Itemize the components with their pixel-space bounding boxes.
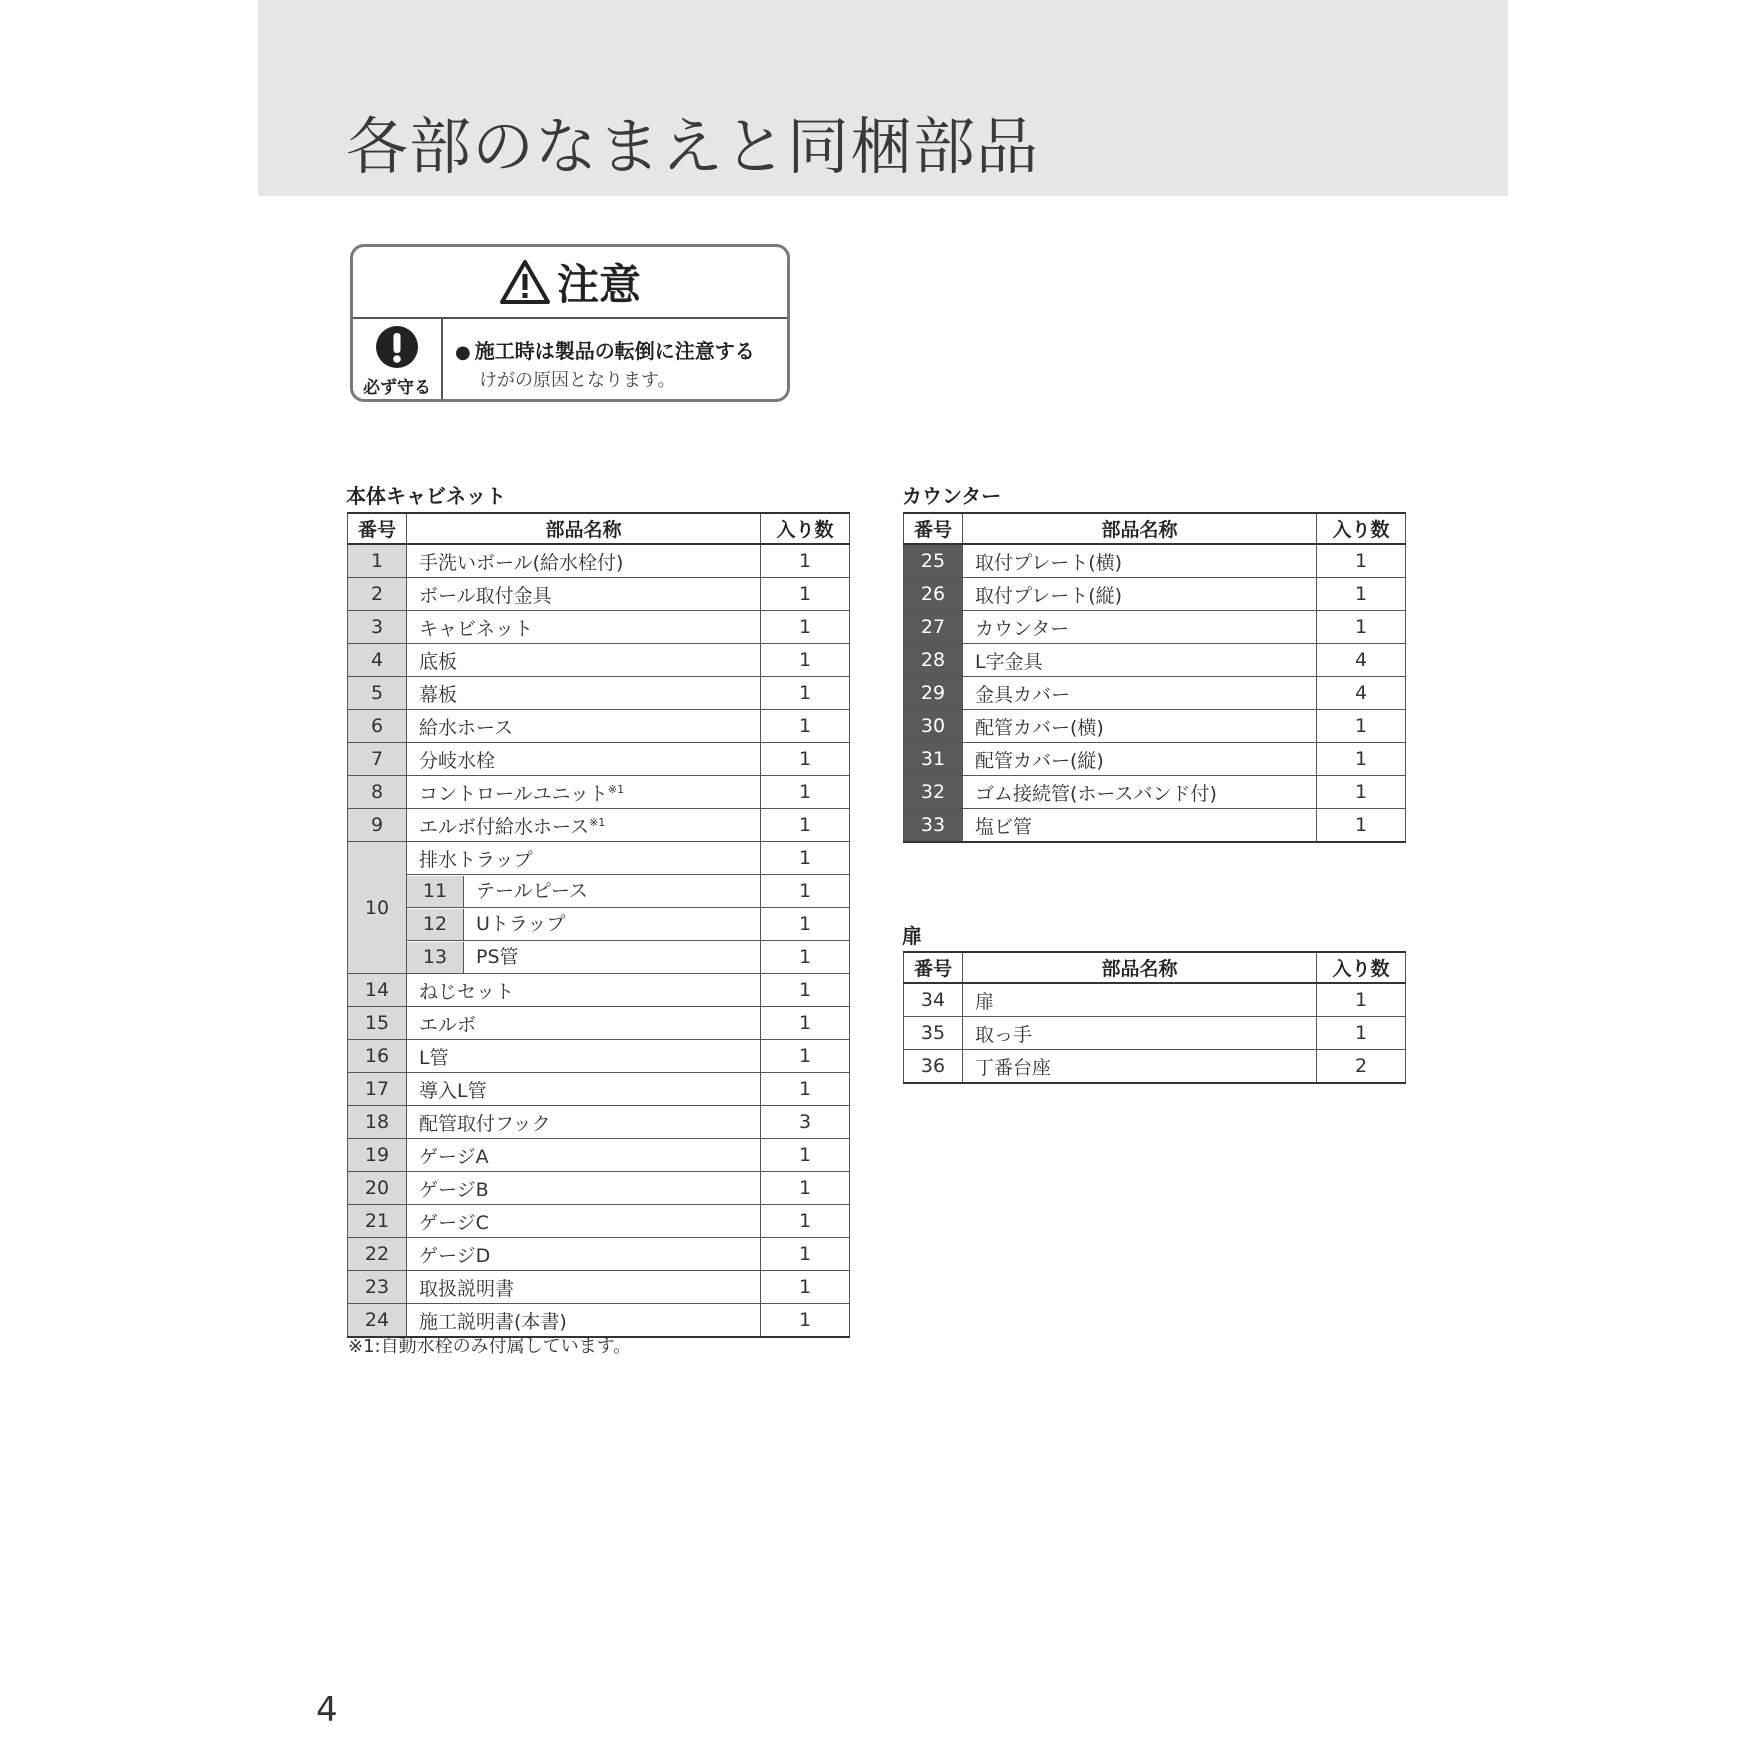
- table-row: [348, 1139, 850, 1172]
- caution-box: [350, 244, 790, 402]
- cabinet-parts-table: [347, 512, 850, 1338]
- table-row: [348, 1238, 850, 1271]
- caution-sub-text: けがの原因となります。: [479, 370, 676, 391]
- part-number: 33: [904, 809, 963, 843]
- part-name: ゲージB: [407, 1172, 761, 1205]
- part-name: ねじセット: [407, 974, 761, 1007]
- table-row: [904, 611, 1406, 644]
- part-number: 14: [348, 974, 407, 1007]
- caution-message: [443, 319, 755, 402]
- counter-parts-table: [903, 512, 1406, 843]
- table-header-row: [904, 513, 1406, 544]
- page-number: 4: [316, 1690, 338, 1730]
- header-band: [258, 0, 1508, 196]
- part-quantity: 1: [1317, 743, 1406, 776]
- part-name: 排水トラップ: [407, 842, 761, 875]
- part-quantity: 4: [1317, 644, 1406, 677]
- part-name-text: コントロールユニット: [419, 782, 608, 805]
- mandatory-label: 必ず守る: [363, 377, 431, 398]
- part-number: 22: [348, 1238, 407, 1271]
- sub-part-number: 12: [407, 909, 464, 940]
- table-row: [904, 578, 1406, 611]
- part-number: 19: [348, 1139, 407, 1172]
- footnote-marker: ※1: [589, 815, 606, 829]
- part-quantity: 1: [761, 1304, 850, 1338]
- part-name: 導入L管: [407, 1073, 761, 1106]
- mandatory-cell: [353, 319, 443, 402]
- col-header-qty: 入り数: [1317, 513, 1406, 544]
- part-name: 扉: [963, 983, 1317, 1017]
- part-quantity: 1: [761, 809, 850, 842]
- caution-body: [353, 319, 787, 402]
- part-number: 30: [904, 710, 963, 743]
- part-name: ゴム接続管(ホースバンド付): [963, 776, 1317, 809]
- part-number: 28: [904, 644, 963, 677]
- part-number: 21: [348, 1205, 407, 1238]
- table-row: [348, 1073, 850, 1106]
- part-name: 配管カバー(縦): [963, 743, 1317, 776]
- table-row: [348, 611, 850, 644]
- table-row: [348, 1172, 850, 1205]
- part-name: 取扱説明書: [407, 1271, 761, 1304]
- part-quantity: 1: [761, 677, 850, 710]
- part-name: 配管カバー(横): [963, 710, 1317, 743]
- bullet-icon: ●: [455, 342, 471, 363]
- part-name: ゲージC: [407, 1205, 761, 1238]
- table-row: [348, 578, 850, 611]
- part-quantity: 1: [761, 1139, 850, 1172]
- part-name: 金具カバー: [963, 677, 1317, 710]
- caution-title: 注意: [556, 260, 641, 309]
- part-number: 3: [348, 611, 407, 644]
- table-subrow: [348, 875, 850, 908]
- part-name: ボール取付金具: [407, 578, 761, 611]
- table-row: [348, 1106, 850, 1139]
- part-name: 給水ホース: [407, 710, 761, 743]
- footnote-marker: ※1: [607, 782, 625, 796]
- part-number: 35: [904, 1017, 963, 1050]
- part-quantity: 1: [1317, 1017, 1406, 1050]
- part-quantity: 1: [1317, 710, 1406, 743]
- part-quantity: 1: [1317, 611, 1406, 644]
- door-parts-table: [903, 951, 1406, 1084]
- part-quantity: 1: [761, 842, 850, 875]
- part-number: 18: [348, 1106, 407, 1139]
- part-name: 分岐水栓: [407, 743, 761, 776]
- page-title: 各部のなまえと同梱部品: [346, 110, 1040, 183]
- table-header-row: [904, 952, 1406, 983]
- caution-main-label: 施工時は製品の転倒に注意する: [474, 339, 755, 363]
- part-name: ゲージA: [407, 1139, 761, 1172]
- table-row: [904, 544, 1406, 578]
- part-number: 5: [348, 677, 407, 710]
- part-quantity: 1: [761, 743, 850, 776]
- part-quantity: 1: [1317, 578, 1406, 611]
- cabinet-section-title: 本体キャビネット: [346, 484, 506, 508]
- table-row: [904, 644, 1406, 677]
- part-name: 取っ手: [963, 1017, 1317, 1050]
- table-row: [348, 1271, 850, 1304]
- part-name: L管: [407, 1040, 761, 1073]
- table-subrow: [348, 941, 850, 974]
- part-quantity: 1: [1317, 544, 1406, 578]
- table-row: [348, 974, 850, 1007]
- part-quantity: 1: [761, 1271, 850, 1304]
- part-number: 15: [348, 1007, 407, 1040]
- col-header-num: 番号: [904, 952, 963, 983]
- part-name: カウンター: [963, 611, 1317, 644]
- door-table-body: [904, 983, 1406, 1083]
- sub-part-name: Uトラップ: [476, 912, 566, 935]
- col-header-name: 部品名称: [963, 952, 1317, 983]
- table-header-row: [348, 513, 850, 544]
- part-name: [407, 776, 761, 809]
- part-number: 31: [904, 743, 963, 776]
- exclamation-circle-icon: [375, 325, 419, 369]
- part-name: 幕板: [407, 677, 761, 710]
- sub-part-cell: [407, 908, 761, 941]
- sub-part-name: PS管: [476, 945, 519, 968]
- part-number: 36: [904, 1050, 963, 1084]
- table-row-group: [348, 842, 850, 875]
- table-row: [904, 983, 1406, 1017]
- part-quantity: 1: [1317, 983, 1406, 1017]
- table-row: [904, 809, 1406, 843]
- part-number: 2: [348, 578, 407, 611]
- part-quantity: 1: [1317, 776, 1406, 809]
- part-name: [407, 809, 761, 842]
- sub-part-number: 11: [407, 876, 464, 907]
- col-header-num: 番号: [904, 513, 963, 544]
- part-name: キャビネット: [407, 611, 761, 644]
- part-quantity: 2: [1317, 1050, 1406, 1084]
- part-name: 丁番台座: [963, 1050, 1317, 1084]
- table-row: [348, 776, 850, 809]
- sub-part-name: テールピース: [476, 879, 588, 902]
- counter-table-body: [904, 544, 1406, 842]
- part-number: 4: [348, 644, 407, 677]
- table-subrow: [348, 908, 850, 941]
- col-header-name: 部品名称: [407, 513, 761, 544]
- table-row: [348, 1040, 850, 1073]
- part-quantity: 1: [761, 875, 850, 908]
- table-row: [348, 644, 850, 677]
- caution-main-text: [455, 335, 755, 364]
- part-quantity: 1: [761, 908, 850, 941]
- sub-part-number: 13: [407, 942, 464, 973]
- part-quantity: 1: [761, 578, 850, 611]
- table-row: [348, 743, 850, 776]
- part-name: ゲージD: [407, 1238, 761, 1271]
- part-number: 6: [348, 710, 407, 743]
- table-row: [904, 710, 1406, 743]
- col-header-qty: 入り数: [761, 513, 850, 544]
- part-number: 27: [904, 611, 963, 644]
- part-quantity: 1: [761, 776, 850, 809]
- part-quantity: 1: [761, 1040, 850, 1073]
- table-row: [348, 710, 850, 743]
- sub-part-cell: [407, 941, 761, 974]
- table-row: [904, 1017, 1406, 1050]
- part-number: 17: [348, 1073, 407, 1106]
- part-quantity: 1: [761, 1073, 850, 1106]
- part-number: 24: [348, 1304, 407, 1338]
- part-name: 手洗いボール(給水栓付): [407, 544, 761, 578]
- door-section-title: 扉: [902, 924, 922, 948]
- part-quantity: 1: [761, 974, 850, 1007]
- part-quantity: 3: [761, 1106, 850, 1139]
- part-number: 9: [348, 809, 407, 842]
- part-name: 塩ビ管: [963, 809, 1317, 843]
- part-name: 底板: [407, 644, 761, 677]
- table-row: [348, 1007, 850, 1040]
- part-number: 20: [348, 1172, 407, 1205]
- table-row: [904, 776, 1406, 809]
- part-number: 1: [348, 544, 407, 578]
- part-quantity: 1: [761, 611, 850, 644]
- part-quantity: 4: [1317, 677, 1406, 710]
- part-quantity: 1: [1317, 809, 1406, 843]
- part-quantity: 1: [761, 710, 850, 743]
- footnote: ※1:自動水栓のみ付属しています。: [348, 1336, 632, 1357]
- part-name: 配管取付フック: [407, 1106, 761, 1139]
- part-number: 8: [348, 776, 407, 809]
- part-name: 取付プレート(横): [963, 544, 1317, 578]
- part-quantity: 1: [761, 1238, 850, 1271]
- table-row: [348, 1205, 850, 1238]
- part-number: 23: [348, 1271, 407, 1304]
- part-number: 32: [904, 776, 963, 809]
- sub-part-cell: [407, 875, 761, 908]
- part-quantity: 1: [761, 1172, 850, 1205]
- part-quantity: 1: [761, 1007, 850, 1040]
- part-number: 10: [348, 842, 407, 974]
- part-name: 取付プレート(縦): [963, 578, 1317, 611]
- table-row: [904, 1050, 1406, 1084]
- part-quantity: 1: [761, 941, 850, 974]
- col-header-name: 部品名称: [963, 513, 1317, 544]
- table-row: [904, 677, 1406, 710]
- table-row: [904, 743, 1406, 776]
- cabinet-table-body: [348, 544, 850, 1337]
- part-name: 施工説明書(本書): [407, 1304, 761, 1338]
- table-row: [348, 809, 850, 842]
- part-name: L字金具: [963, 644, 1317, 677]
- col-header-num: 番号: [348, 513, 407, 544]
- table-row: [348, 544, 850, 578]
- part-number: 16: [348, 1040, 407, 1073]
- warning-triangle-icon: [499, 259, 551, 305]
- part-name: エルボ: [407, 1007, 761, 1040]
- counter-section-title: カウンター: [902, 484, 1002, 508]
- part-number: 25: [904, 544, 963, 578]
- part-number: 34: [904, 983, 963, 1017]
- part-quantity: 1: [761, 1205, 850, 1238]
- part-quantity: 1: [761, 644, 850, 677]
- table-row: [348, 677, 850, 710]
- caution-header: [353, 247, 787, 319]
- part-name-text: エルボ付給水ホース: [419, 815, 590, 838]
- part-number: 26: [904, 578, 963, 611]
- col-header-qty: 入り数: [1317, 952, 1406, 983]
- part-number: 7: [348, 743, 407, 776]
- part-number: 29: [904, 677, 963, 710]
- part-quantity: 1: [761, 544, 850, 578]
